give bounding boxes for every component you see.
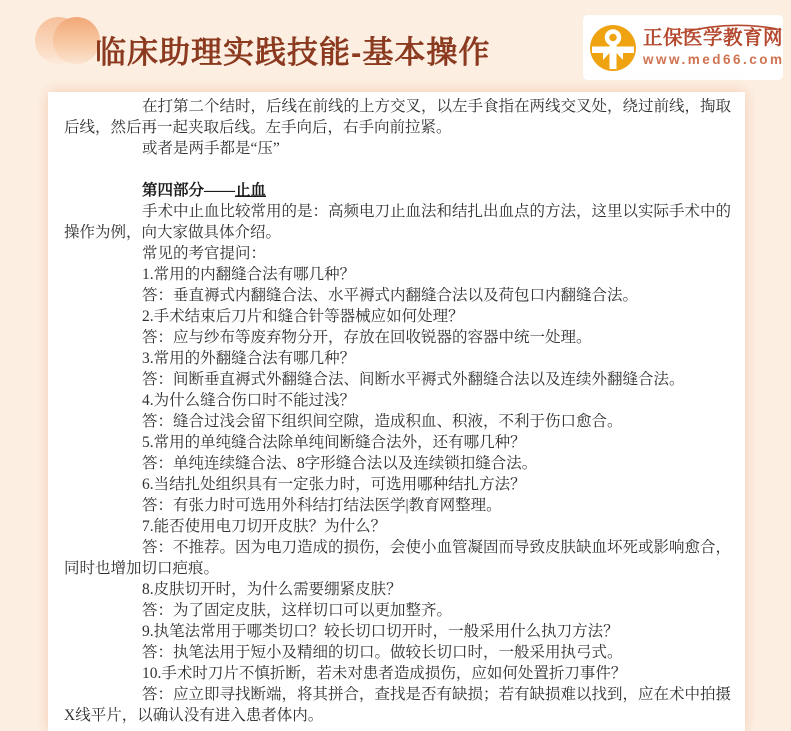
paragraph: 答：垂直褥式内翻缝合法、水平褥式内翻缝合法以及荷包口内翻缝合法。 (142, 287, 639, 304)
site-logo[interactable] (583, 15, 783, 80)
blank-line (64, 159, 731, 180)
content-panel (48, 92, 745, 731)
paragraph: 答：缝合过浅会留下组织间空隙，造成积血、积液，不利于伤口愈合。 (142, 413, 623, 430)
logo-url-text: www.med66.com (643, 52, 785, 67)
paragraph: 手术中止血比较常用的是：高频电刀止血法和结扎出血点的方法，这里以实际手术中的操作为例，向大家做具体介绍。 (64, 203, 732, 241)
paragraph: 6.当结扎处组织具有一定张力时，可选用哪种结扎方法？ (142, 476, 526, 493)
med66-cross-icon (589, 24, 637, 72)
paragraph-list (64, 96, 731, 726)
paragraph: 3.常用的外翻缝合法有哪几种？ (142, 350, 356, 367)
paragraph: 在打第二个结时，后线在前线的上方交叉，以左手食指在两线交叉处，绕过前线，掏取后线，然后再一起夹取后线。左手向后，右手向前拉紧。 (64, 98, 732, 136)
paragraph: 10.手术时刀片不慎折断，若未对患者造成损伤，应如何处置折刀事件？ (142, 665, 627, 682)
paragraph: 5.常用的单纯缝合法除单纯间断缝合法外，还有哪几种？ (142, 434, 526, 451)
paragraph: 答：应与纱布等废弃物分开，存放在回收锐器的容器中统一处理。 (142, 329, 592, 346)
paragraph: 1.常用的内翻缝合法有哪几种？ (142, 266, 356, 283)
paragraph: 8.皮肤切开时，为什么需要绷紧皮肤？ (142, 581, 402, 598)
paragraph: 2.手术结束后刀片和缝合针等器械应如何处理？ (142, 308, 464, 325)
section-heading: 第四部分——止血 (142, 182, 267, 199)
logo-arc-line (679, 22, 779, 34)
paragraph: 答：为了固定皮肤，这样切口可以更加整齐。 (142, 602, 453, 619)
paragraph: 7.能否使用电刀切开皮肤？为什么？ (142, 518, 387, 535)
page-title: 临床助理实践技能-基本操作 (95, 35, 491, 70)
paragraph: 答：有张力时可选用外科结打结法医学|教育网整理。 (142, 497, 502, 514)
logo-text-block (643, 26, 785, 67)
paragraph: 答：间断垂直褥式外翻缝合法、间断水平褥式外翻缝合法以及连续外翻缝合法。 (142, 371, 685, 388)
decorative-circle-right (53, 17, 100, 64)
logo-brand-text: 正保医学教育网 (643, 26, 784, 49)
paragraph: 4.为什么缝合伤口时不能过浅？ (142, 392, 356, 409)
paragraph: 答：执笔法用于短小及精细的切口。做较长切口时，一般采用执弓式。 (142, 644, 623, 661)
header (0, 0, 791, 92)
paragraph: 答：单纯连续缝合法、8字形缝合法以及连续锁扣缝合法。 (142, 455, 538, 472)
paragraph: 常见的考官提问： (142, 245, 267, 262)
paragraph: 答：应立即寻找断端，将其拼合，查找是否有缺损；若有缺损难以找到，应在术中拍摄X线平片，以确认没有进入患者体内。 (64, 686, 732, 724)
paragraph: 或者是两手都是“压” (142, 140, 280, 157)
paragraph: 9.执笔法常用于哪类切口？较长切口切开时，一般采用什么执刀方法？ (142, 623, 619, 640)
paragraph: 答：不推荐。因为电刀造成的损伤，会使小血管凝固而导致皮肤缺血坏死或影响愈合，同时也增加切口疤痕。 (64, 539, 732, 577)
